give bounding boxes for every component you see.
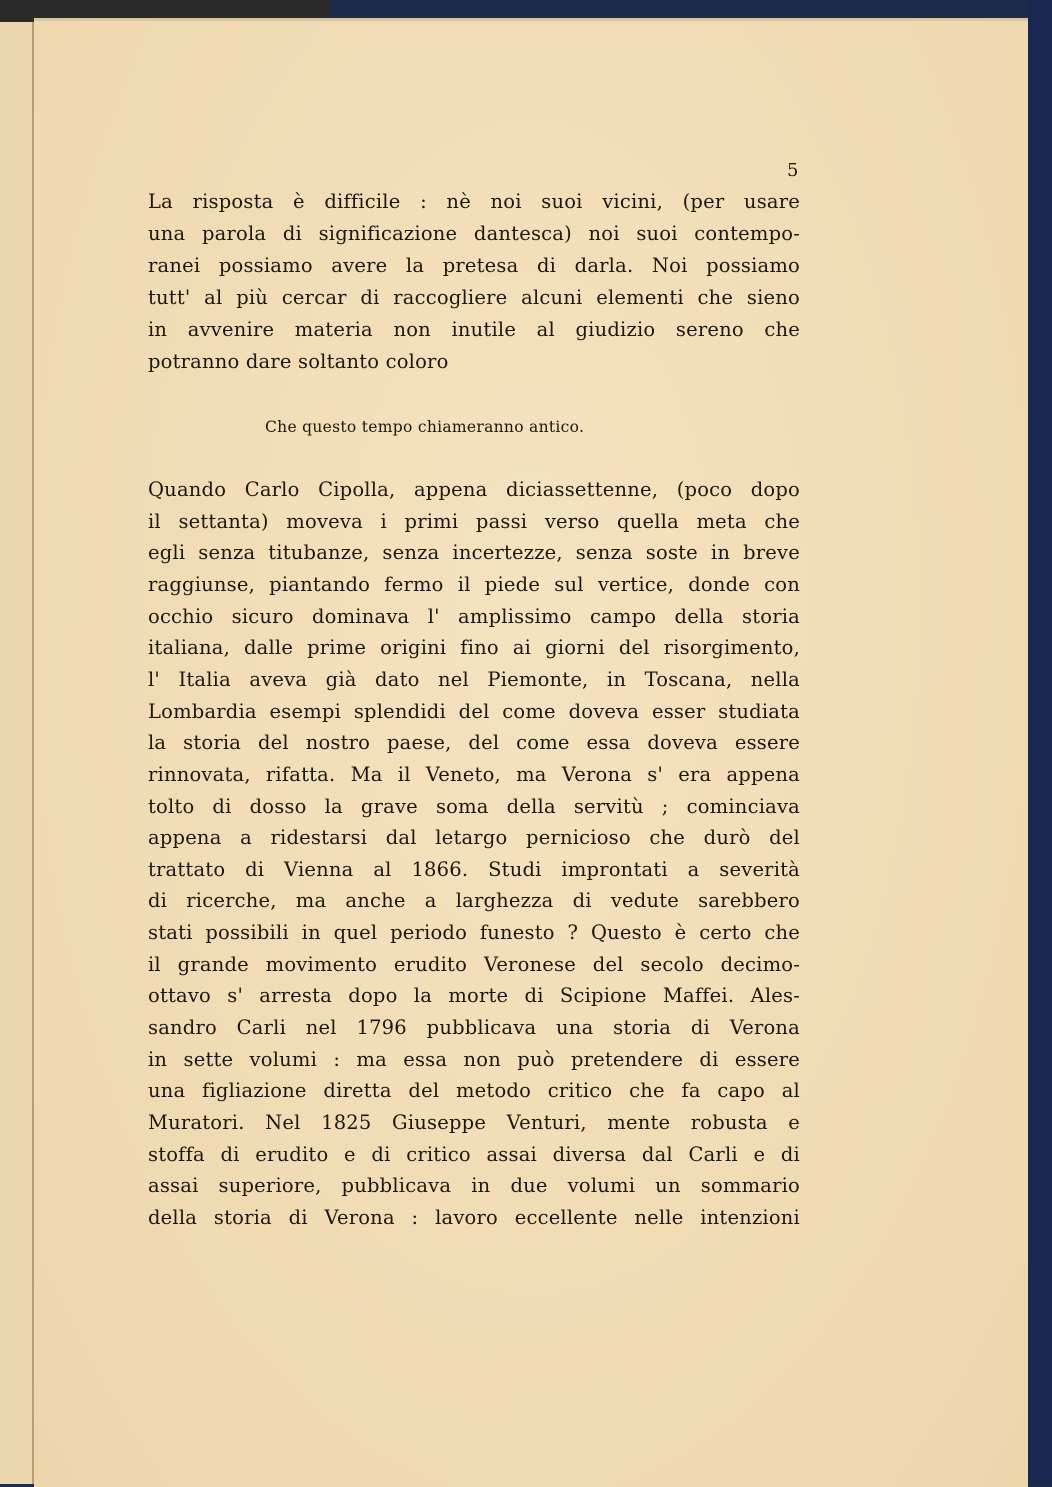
text-line: stoffa di erudito e di critico assai diversa dal Carli e di [148,1142,800,1166]
text-line: una parola di significazione dantesca) noi suoi contempo- [148,222,800,245]
text-line: stati possibili in quel periodo funesto ? Questo è certo che [148,921,800,945]
text-line: rinnovata, rifatta. Ma il Veneto, ma Verona s' era appena [148,762,800,786]
text-line: il grande movimento erudito Veronese del secolo decimo- [148,952,800,976]
text-line: sandro Carli nel 1796 pubblicava una storia di Verona [148,1016,800,1040]
facing-page-edge [0,22,34,1484]
text-line: Muratori. Nel 1825 Giuseppe Venturi, mente robusta e [148,1111,800,1134]
text-line: ranei possiamo avere la pretesa di darla. Noi possiamo [148,254,800,277]
text-line: Quando Carlo Cipolla, appena diciassettenne, (poco dopo [148,478,800,501]
text-line: trattato di Vienna al 1866. Studi improntati a severità [148,857,800,881]
text-line: Lombardia esempi splendidi del come doveva esser studiata [148,699,800,723]
text-line: assai superiore, pubblicava in due volumi un sommario [148,1174,800,1198]
text-line: l' Italia aveva già dato nel Piemonte, in Toscana, nella [148,667,800,691]
text-line: appena a ridestarsi dal letargo pernicioso che durò del [148,826,800,850]
text-line: tolto di dosso la grave soma della servitù ; cominciava [148,794,800,818]
text-line: occhio sicuro dominava l' amplissimo campo della storia [148,604,800,628]
text-line: il settanta) moveva i primi passi verso quella meta che [148,509,800,533]
text-line: in sette volumi : ma essa non può pretendere di essere [148,1047,800,1071]
text-line: ottavo s' arresta dopo la morte di Scipione Maffei. Ales- [148,984,800,1008]
text-line: italiana, dalle prime origini fino ai giorni del risorgimento, [148,636,800,660]
scan-background-right [1028,0,1052,1484]
text-line: di ricerche, ma anche a larghezza di vedute sarebbero [148,889,800,913]
text-line: La risposta è difficile : nè noi suoi vicini, (per usare [148,190,800,213]
verse-quote: Che questo tempo chiameranno antico. [265,418,585,436]
text-line: una figliazione diretta del metodo critico che fa capo al [148,1079,800,1103]
text-line: in avvenire materia non inutile al giudizio sereno che [148,318,800,341]
page-number: 5 [787,160,799,181]
text-line: raggiunse, piantando fermo il piede sul vertice, donde con [148,572,800,596]
text-line: potranno dare soltanto coloro [148,350,449,373]
text-line: la storia del nostro paese, del come essa doveva essere [148,731,800,755]
text-line: della storia di Verona : lavoro eccellente nelle intenzioni [148,1205,800,1229]
text-line: tutt' al più cercar di raccogliere alcuni elementi che sieno [148,286,800,309]
text-line: egli senza titubanze, senza incertezze, senza soste in breve [148,541,800,565]
